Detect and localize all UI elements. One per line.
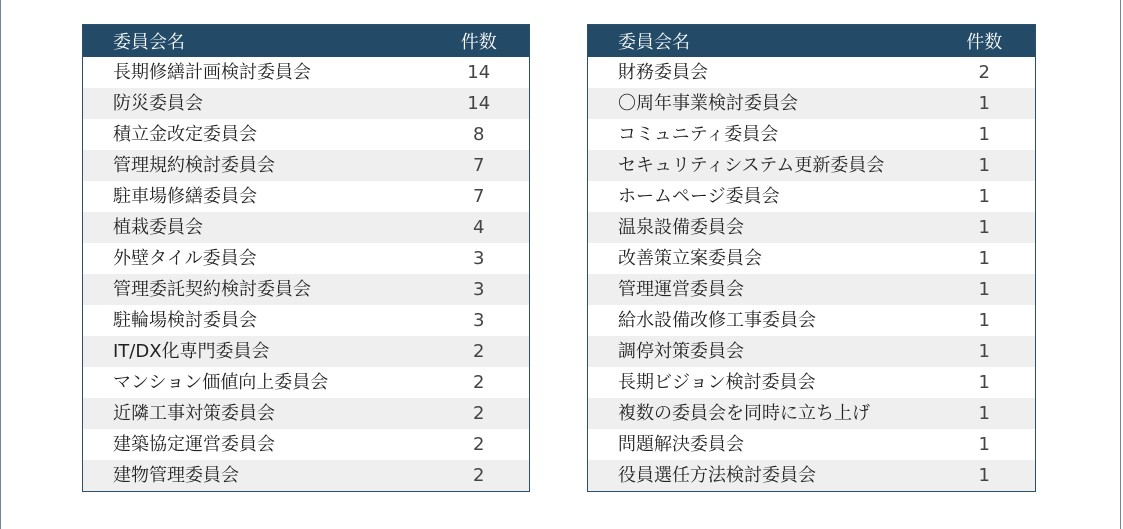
committee-count: 4 bbox=[429, 212, 530, 243]
committee-count: 1 bbox=[934, 429, 1036, 460]
committee-count: 1 bbox=[934, 274, 1036, 305]
table-row bbox=[588, 367, 1036, 398]
table-row bbox=[588, 57, 1036, 88]
header-committee-name: 委員会名 bbox=[588, 25, 934, 58]
committee-count: 1 bbox=[934, 460, 1036, 492]
table-row bbox=[83, 150, 530, 181]
table-row bbox=[588, 274, 1036, 305]
committee-name: マンション価値向上委員会 bbox=[83, 367, 429, 398]
table-row bbox=[83, 212, 530, 243]
committee-name: 長期修繕計画検討委員会 bbox=[83, 57, 429, 88]
committee-count: 1 bbox=[934, 88, 1036, 119]
committee-count: 3 bbox=[429, 305, 530, 336]
committee-name: 管理委託契約検討委員会 bbox=[83, 274, 429, 305]
committee-name: 管理規約検討委員会 bbox=[83, 150, 429, 181]
header-count: 件数 bbox=[934, 25, 1036, 58]
table-row bbox=[588, 243, 1036, 274]
table-row bbox=[83, 88, 530, 119]
committee-count: 14 bbox=[429, 57, 530, 88]
committee-count: 3 bbox=[429, 243, 530, 274]
committee-name: 改善策立案委員会 bbox=[588, 243, 934, 274]
committee-count: 1 bbox=[934, 212, 1036, 243]
committee-name: コミュニティ委員会 bbox=[588, 119, 934, 150]
committee-name: 温泉設備委員会 bbox=[588, 212, 934, 243]
committee-name: 〇周年事業検討委員会 bbox=[588, 88, 934, 119]
table-row bbox=[588, 460, 1036, 492]
table-row bbox=[588, 305, 1036, 336]
committee-name: セキュリティシステム更新委員会 bbox=[588, 150, 934, 181]
committee-count: 2 bbox=[934, 57, 1036, 88]
committee-count: 1 bbox=[934, 181, 1036, 212]
committee-count: 7 bbox=[429, 150, 530, 181]
committee-count: 2 bbox=[429, 336, 530, 367]
table-header-row bbox=[83, 25, 530, 58]
committee-count: 1 bbox=[934, 243, 1036, 274]
table-row bbox=[83, 336, 530, 367]
committee-name: 給水設備改修工事委員会 bbox=[588, 305, 934, 336]
committee-count: 2 bbox=[429, 460, 530, 492]
committee-name: 植栽委員会 bbox=[83, 212, 429, 243]
header-count: 件数 bbox=[429, 25, 530, 58]
committee-table-right bbox=[587, 24, 1036, 492]
table-row bbox=[588, 150, 1036, 181]
committee-count: 3 bbox=[429, 274, 530, 305]
committee-name: 複数の委員会を同時に立ち上げ bbox=[588, 398, 934, 429]
table-row bbox=[83, 305, 530, 336]
committee-name: 積立金改定委員会 bbox=[83, 119, 429, 150]
table-row bbox=[83, 460, 530, 492]
committee-count: 1 bbox=[934, 336, 1036, 367]
committee-name: 財務委員会 bbox=[588, 57, 934, 88]
committee-name: 近隣工事対策委員会 bbox=[83, 398, 429, 429]
committee-name: 防災委員会 bbox=[83, 88, 429, 119]
table-row bbox=[83, 398, 530, 429]
committee-name: 管理運営委員会 bbox=[588, 274, 934, 305]
committee-count: 1 bbox=[934, 119, 1036, 150]
table-row bbox=[588, 181, 1036, 212]
committee-count: 1 bbox=[934, 305, 1036, 336]
table-row bbox=[588, 336, 1036, 367]
table-header-row bbox=[588, 25, 1036, 58]
table-row bbox=[588, 212, 1036, 243]
committee-table-left bbox=[82, 24, 530, 492]
committee-count: 2 bbox=[429, 367, 530, 398]
table-row bbox=[588, 119, 1036, 150]
committee-name: IT/DX化専門委員会 bbox=[83, 336, 429, 367]
table-row bbox=[83, 429, 530, 460]
committee-name: 建築協定運営委員会 bbox=[83, 429, 429, 460]
committee-name: 長期ビジョン検討委員会 bbox=[588, 367, 934, 398]
committee-name: ホームページ委員会 bbox=[588, 181, 934, 212]
table-row bbox=[588, 398, 1036, 429]
table-row bbox=[83, 119, 530, 150]
committee-name: 役員選任方法検討委員会 bbox=[588, 460, 934, 492]
committee-count: 1 bbox=[934, 150, 1036, 181]
committee-name: 外壁タイル委員会 bbox=[83, 243, 429, 274]
table-row bbox=[83, 243, 530, 274]
committee-name: 調停対策委員会 bbox=[588, 336, 934, 367]
table-row bbox=[588, 88, 1036, 119]
committee-name: 問題解決委員会 bbox=[588, 429, 934, 460]
committee-count: 14 bbox=[429, 88, 530, 119]
committee-count: 1 bbox=[934, 398, 1036, 429]
committee-count: 7 bbox=[429, 181, 530, 212]
table-row bbox=[83, 367, 530, 398]
committee-count: 1 bbox=[934, 367, 1036, 398]
table-row bbox=[83, 57, 530, 88]
table-row bbox=[83, 181, 530, 212]
committee-name: 駐輪場検討委員会 bbox=[83, 305, 429, 336]
committee-count: 8 bbox=[429, 119, 530, 150]
table-row bbox=[588, 429, 1036, 460]
committee-name: 建物管理委員会 bbox=[83, 460, 429, 492]
committee-count: 2 bbox=[429, 398, 530, 429]
committee-count: 2 bbox=[429, 429, 530, 460]
table-row bbox=[83, 274, 530, 305]
header-committee-name: 委員会名 bbox=[83, 25, 429, 58]
committee-name: 駐車場修繕委員会 bbox=[83, 181, 429, 212]
